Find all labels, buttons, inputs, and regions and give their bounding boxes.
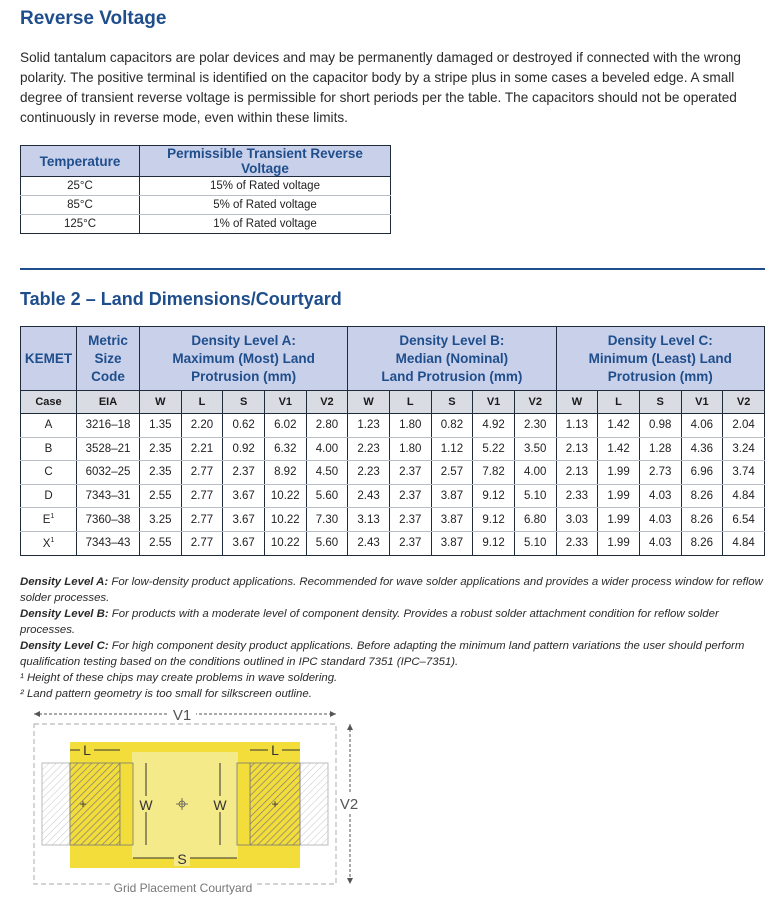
footnote-1: ¹ Height of these chips may create problems in wave soldering. [20,672,338,684]
table-header-row [21,146,391,177]
note-text: For low-density product applications. Recommended for wave solder applications and provides a wider process window for reflow solder processes. [20,576,763,604]
table-cell: 1.42 [598,414,640,438]
table-row [21,215,391,234]
table-cell: 6032–25 [77,461,140,485]
table-cell: 2.23 [348,437,390,461]
table-cell: 4.84 [723,484,765,508]
table-cell: 1.13 [556,414,598,438]
table-cell: 2.37 [389,508,431,532]
note-text: For products with a moderate level of component density. Provides a robust solder attachment condition for reflow solder processes. [20,608,719,636]
table-cell: 2.13 [556,437,598,461]
case-cell [21,461,77,485]
section-title-land-dimensions: Table 2 – Land Dimensions/Courtyard [20,289,342,309]
table-row [21,196,391,215]
intro-paragraph: Solid tantalum capacitors are polar devices and may be permanently damaged or destroyed if connected with the wrong polarity. The positive terminal is identified on the capacitor body by a stripe plus in some cases a beveled edge. A small degree of transient reverse voltage is permissible for short periods per the table. The capacitors should not be operated continuously in reverse mode, even within these limits. [20,50,741,125]
header-density-c: Density Level C: Minimum (Least) Land Protrusion (mm) [556,327,764,391]
table-cell: 5.10 [514,484,556,508]
table-row [21,437,765,461]
arrow-icon [330,711,336,717]
table-cell: 2.33 [556,531,598,555]
table-row [21,484,765,508]
table-cell: 3.67 [223,531,265,555]
table-cell: 9.12 [473,508,515,532]
table-cell: 6.32 [264,437,306,461]
table-cell: 2.33 [556,484,598,508]
table-cell: 3.13 [348,508,390,532]
table-cell: 4.03 [639,531,681,555]
table-cell: 4.92 [473,414,515,438]
subheader-cell: V1 [264,391,306,414]
pad-edge-left [120,763,133,845]
footnote-marker: 1 [50,513,55,521]
table-cell: 3.67 [223,484,265,508]
note-density-a [20,574,765,606]
table-cell: 2.43 [348,484,390,508]
table-cell: 4.84 [723,531,765,555]
case-label: D [44,490,53,503]
table-cell: 4.00 [514,461,556,485]
table-cell: 7343–31 [77,484,140,508]
outer-hatch-right [300,763,328,845]
table-cell: 25°C [21,177,140,196]
footnote-2: ² Land pattern geometry is too small for silkscreen outline. [20,688,312,700]
table-cell: 2.21 [181,437,223,461]
table-cell: 2.80 [306,414,348,438]
table-cell: 4.50 [306,461,348,485]
l-left-label: L [83,742,91,758]
table-cell: 9.12 [473,531,515,555]
table-cell: 5.60 [306,531,348,555]
table-cell: 3216–18 [77,414,140,438]
crosshair-icon: + [79,797,87,811]
table-cell: 3.03 [556,508,598,532]
table-cell: 2.20 [181,414,223,438]
subheader-cell: S [639,391,681,414]
table-cell: 3.50 [514,437,556,461]
table-cell: 2.77 [181,508,223,532]
land-pad-left [70,763,120,845]
land-pattern-diagram [20,700,360,905]
table-cell: 2.57 [431,461,473,485]
table-cell: 2.35 [140,437,182,461]
table-cell: 3.67 [223,508,265,532]
subheader-cell: V1 [473,391,515,414]
land-dimensions-table [20,326,765,556]
table-header-row [21,327,765,391]
header-density-b: Density Level B: Median (Nominal) Land Protrusion (mm) [348,327,556,391]
note-label: Density Level B: [20,608,109,620]
crosshair-icon: + [271,797,279,811]
table-subheader-row [21,391,765,414]
outer-hatch-left [42,763,70,845]
subheader-cell: L [389,391,431,414]
table-cell: 3.74 [723,461,765,485]
table-cell: 125°C [21,215,140,234]
table-cell: 3.24 [723,437,765,461]
table-cell: 10.22 [264,508,306,532]
table-cell: 2.77 [181,461,223,485]
v2-label: V2 [339,796,359,813]
table-cell: 5.10 [514,531,556,555]
table-cell: 7343–43 [77,531,140,555]
table-cell: 2.43 [348,531,390,555]
table-cell: 7.30 [306,508,348,532]
table-cell: 1.23 [348,414,390,438]
table-cell: 2.73 [639,461,681,485]
case-cell [21,508,77,532]
table-cell: 8.26 [681,531,723,555]
table-row [21,177,391,196]
table-cell: 2.77 [181,484,223,508]
table-cell: 4.36 [681,437,723,461]
table-cell: 10.22 [264,531,306,555]
case-cell [21,531,77,555]
table-cell: 7360–38 [77,508,140,532]
table-cell: 5.60 [306,484,348,508]
arrow-icon [347,724,353,730]
table-cell: 1.99 [598,461,640,485]
header-kemet: KEMET [21,327,77,391]
subheader-cell: S [431,391,473,414]
table-cell: 1.42 [598,437,640,461]
table-cell: 2.37 [389,531,431,555]
table-cell: 3528–21 [77,437,140,461]
table-cell: 2.30 [514,414,556,438]
table-cell: 1.80 [389,437,431,461]
table-cell: 0.92 [223,437,265,461]
subheader-cell: V2 [306,391,348,414]
v1-label: V1 [172,707,192,724]
table-cell: 2.23 [348,461,390,485]
subheader-cell: V2 [514,391,556,414]
arrow-icon [34,711,40,717]
table-cell: 2.04 [723,414,765,438]
reverse-voltage-table [20,145,391,234]
table-cell: 2.55 [140,531,182,555]
subheader-cell: EIA [77,391,140,414]
table-cell: 4.00 [306,437,348,461]
table-cell: 10.22 [264,484,306,508]
table-cell: 6.02 [264,414,306,438]
subheader-cell: V2 [723,391,765,414]
table-cell: 1.12 [431,437,473,461]
table-cell: 4.03 [639,484,681,508]
table-cell: 2.55 [140,484,182,508]
table-cell: 85°C [21,196,140,215]
case-label: E [42,514,51,527]
table-cell: 3.87 [431,484,473,508]
table-cell: 1.99 [598,508,640,532]
header-temperature: Temperature [21,146,140,177]
subheader-cell: Case [21,391,77,414]
table-row [21,508,765,532]
arrow-icon [347,878,353,884]
case-label: X [42,537,51,550]
table-cell: 0.62 [223,414,265,438]
table-cell: 9.12 [473,484,515,508]
table-cell: 3.87 [431,531,473,555]
pad-edge-right [237,763,250,845]
note-text: For high component desity product applications. Before adapting the minimum land pattern variations the user should perform qualification testing based on the conditions outlined in IPC standard 7351 (IPC–7351). [20,640,745,668]
table-cell: 2.77 [181,531,223,555]
section-divider [20,268,765,270]
note-density-b [20,606,765,638]
table-cell: 5.22 [473,437,515,461]
table-cell: 2.37 [389,461,431,485]
section-title-reverse-voltage: Reverse Voltage [20,8,167,29]
subheader-cell: V1 [681,391,723,414]
table-row [21,461,765,485]
table-cell: 4.03 [639,508,681,532]
table-cell: 0.98 [639,414,681,438]
table-cell: 3.87 [431,508,473,532]
table-cell: 1% of Rated voltage [140,215,391,234]
table-cell: 1.99 [598,531,640,555]
table-cell: 0.82 [431,414,473,438]
table-cell: 8.26 [681,508,723,532]
table-cell: 1.28 [639,437,681,461]
header-density-a: Density Level A: Maximum (Most) Land Protrusion (mm) [140,327,348,391]
case-cell [21,484,77,508]
table-row [21,531,765,555]
header-reverse-voltage: Permissible Transient Reverse Voltage [140,146,391,177]
table-cell: 2.35 [140,461,182,485]
subheader-cell: W [348,391,390,414]
note-density-c [20,638,765,670]
note-label: Density Level C: [20,640,109,652]
table-cell: 8.26 [681,484,723,508]
l-right-label: L [271,742,279,758]
table-notes [20,574,765,702]
table-cell: 1.99 [598,484,640,508]
note-label: Density Level A: [20,576,109,588]
table-row [21,414,765,438]
table-cell: 2.37 [223,461,265,485]
table-cell: 2.37 [389,484,431,508]
table-cell: 1.35 [140,414,182,438]
table-cell: 2.13 [556,461,598,485]
w-right-label: W [213,797,227,813]
s-label: S [177,851,187,867]
subheader-cell: L [598,391,640,414]
table-cell: 7.82 [473,461,515,485]
table-cell: 3.25 [140,508,182,532]
header-metric-size-code: Metric Size Code [77,327,140,391]
subheader-cell: S [223,391,265,414]
subheader-cell: W [556,391,598,414]
table-cell: 5% of Rated voltage [140,196,391,215]
case-cell [21,437,77,461]
subheader-cell: W [140,391,182,414]
case-label: A [44,419,53,432]
table-cell: 8.92 [264,461,306,485]
footnote-marker: 1 [50,536,55,544]
w-left-label: W [139,797,153,813]
case-label: B [44,442,53,455]
table-cell: 6.80 [514,508,556,532]
table-cell: 1.80 [389,414,431,438]
table-cell: 6.54 [723,508,765,532]
subheader-cell: L [181,391,223,414]
table-cell: 6.96 [681,461,723,485]
case-cell [21,414,77,438]
table-cell: 4.06 [681,414,723,438]
case-label: C [44,466,53,479]
diagram-caption: Grid Placement Courtyard [113,881,253,895]
table-cell: 15% of Rated voltage [140,177,391,196]
